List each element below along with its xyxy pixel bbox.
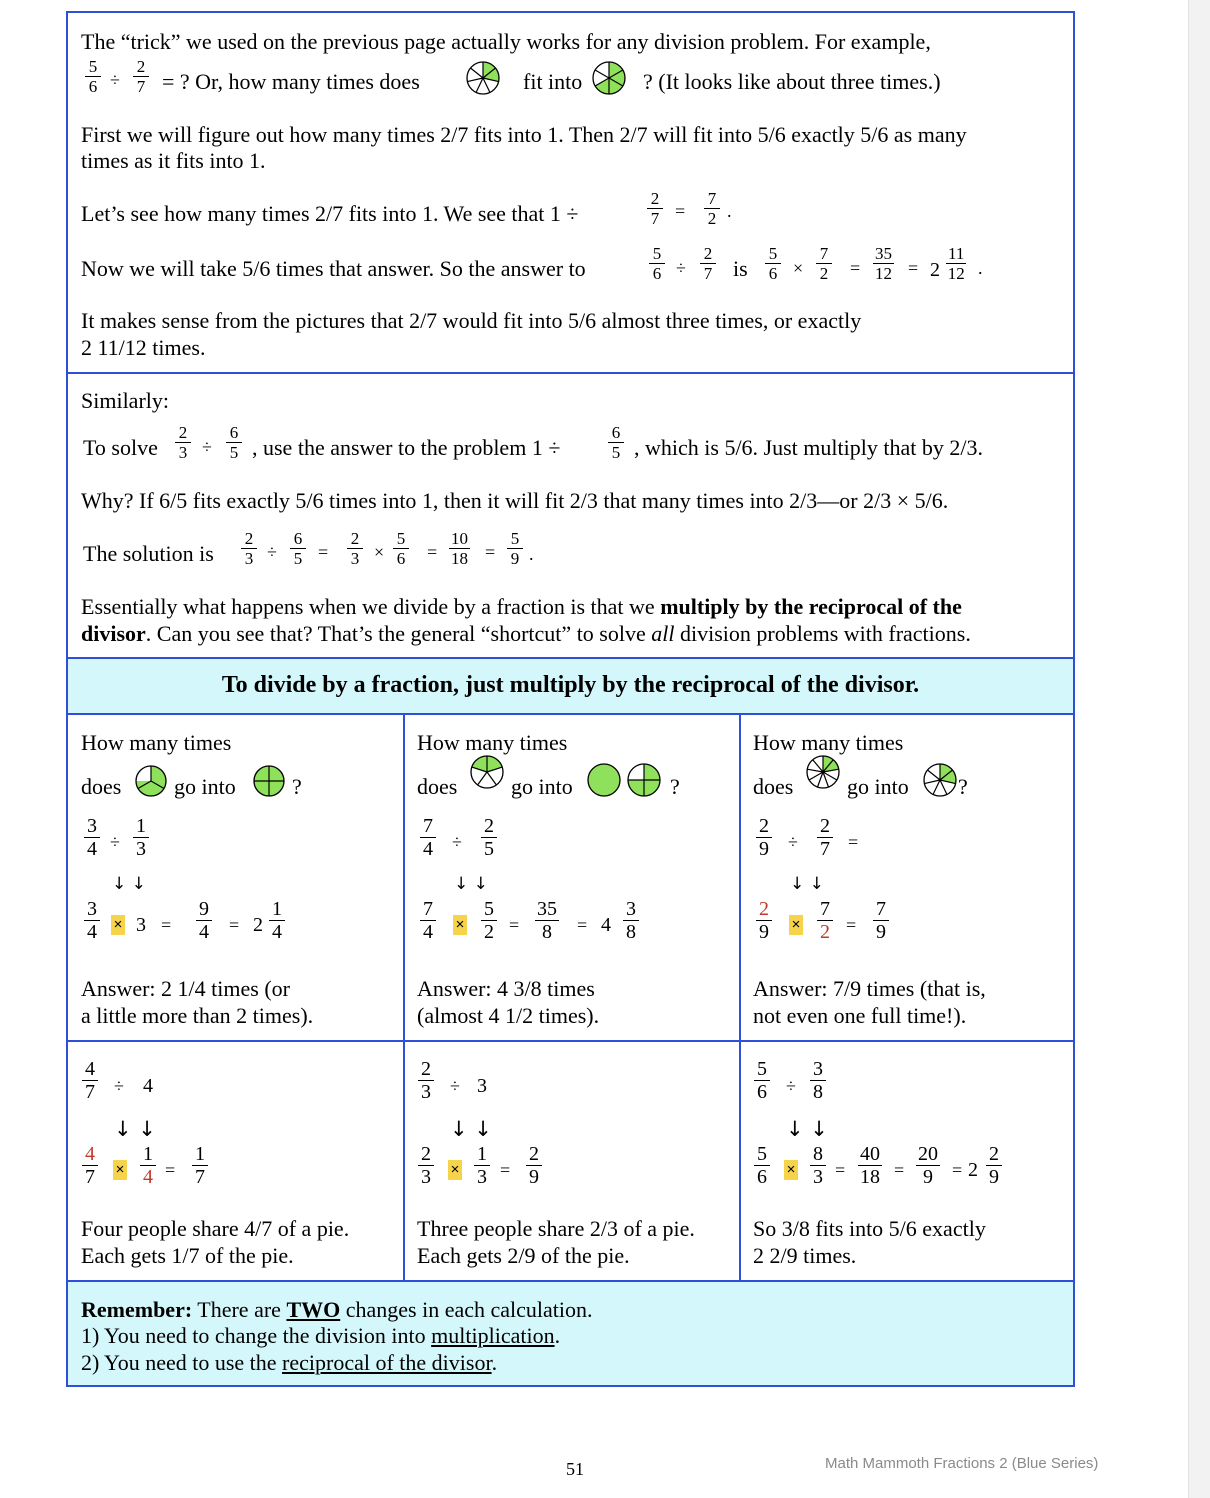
intro-paren: ? (It looks like about three times.) <box>643 69 941 94</box>
box1-question: How many times <box>81 730 232 755</box>
fraction-5-9: $\frac{5}{9}$ <box>507 529 523 568</box>
down-arrows: ↓ ↓ <box>454 874 488 894</box>
why-line: Why? If 6/5 fits exactly 5/6 times into 1, then it will fit 2/3 that many times into 2/3—or 2/3 × 5/6. <box>81 488 949 513</box>
footer-series: Math Mammoth Fractions 2 (Blue Series) <box>825 1455 1099 1472</box>
box3-answer-2: not even one full time!). <box>753 1003 967 1028</box>
rule-text: To divide by a fraction, just multiply by the reciprocal of the divisor. <box>221 672 920 698</box>
fraction-2-3c: $\frac{2}{3}$ <box>347 529 363 568</box>
box6-text-2: 2 2/9 times. <box>753 1243 857 1268</box>
fraction-2-9b: $\frac{2}{9}$ <box>526 1143 542 1188</box>
fraction-4-7-cancelled: $\frac{4}{7}$ <box>82 1143 98 1188</box>
intro-line-6b: 2 11/12 times. <box>81 335 206 360</box>
fraction-1-4: $\frac{1}{4}$ <box>269 898 285 943</box>
fraction-1-7: $\frac{1}{7}$ <box>192 1143 208 1188</box>
fraction-3-8: $\frac{3}{8}$ <box>623 898 639 943</box>
fraction-2-3e: $\frac{2}{3}$ <box>418 1143 434 1188</box>
divide-sign: ÷ <box>452 832 462 852</box>
remember-line-2: 1) You need to change the division into multiplication. <box>81 1323 561 1348</box>
remember-text-1a: There are <box>197 1297 281 1322</box>
intro-eq-tail: = ? Or, how many times does <box>162 69 420 94</box>
pie-seventh-icon <box>465 60 501 96</box>
fraction-10-18: $\frac{10}{18}$ <box>451 529 468 568</box>
remember-text-2a: 1) You need to change the division into <box>81 1323 426 1348</box>
box6-text-1: So 3/8 fits into 5/6 exactly <box>753 1216 986 1241</box>
equals-sign: = <box>161 915 172 935</box>
box2-go-into: go into <box>511 774 573 799</box>
essential-text-c: division problems with fractions. <box>679 621 971 646</box>
times-highlight: × <box>453 915 467 935</box>
pie-three-quarters-b-icon <box>626 762 662 798</box>
box3-question: How many times <box>753 730 904 755</box>
fraction-1-3b: $\frac{1}{3}$ <box>474 1143 490 1188</box>
similarly-heading: Similarly: <box>81 388 169 413</box>
fraction-2-7: $\frac{2}{7}$ <box>133 57 149 96</box>
fraction-4-7: $\frac{4}{7}$ <box>82 1058 98 1103</box>
box1-answer-2: a little more than 2 times). <box>81 1003 314 1028</box>
fraction-7-4b: $\frac{7}{4}$ <box>420 898 436 943</box>
divide-sign: ÷ <box>676 258 686 278</box>
box2-qmark: ? <box>670 774 680 799</box>
solve-tail: , which is 5/6. Just multiply that by 2/3. <box>634 435 983 460</box>
remember-label: Remember: <box>81 1297 193 1322</box>
fraction-5-6d: $\frac{5}{6}$ <box>393 529 409 568</box>
fraction-40-18: $\frac{40}{18}$ <box>860 1143 880 1188</box>
equals-sign: = <box>952 1160 963 1180</box>
equals-sign: = <box>427 542 438 562</box>
equals-sign: = <box>894 1160 905 1180</box>
fraction-8-3: $\frac{8}{3}$ <box>810 1143 826 1188</box>
intro-line-5: Now we will take 5/6 times that answer. So the answer to <box>81 256 586 281</box>
fraction-3-8b: $\frac{3}{8}$ <box>810 1058 826 1103</box>
times-highlight: × <box>448 1160 462 1180</box>
divide-sign: ÷ <box>786 1076 796 1096</box>
intro-line-4: Let’s see how many times 2/7 fits into 1. We see that 1 ÷ <box>81 201 579 226</box>
box5-text-1: Three people share 2/3 of a pie. <box>417 1216 695 1241</box>
divide-sign: ÷ <box>114 1076 124 1096</box>
period: . <box>529 544 534 564</box>
equals-sign: = <box>485 542 496 562</box>
fraction-5-6: $\frac{5}{6}$ <box>85 57 101 96</box>
intro-line-3a: First we will figure out how many times 2/7 fits into 1. Then 2/7 will fit into 5/6 exactly 5/6 as many <box>81 122 967 147</box>
remember-two: TWO <box>286 1297 341 1322</box>
equals-sign: = <box>500 1160 511 1180</box>
whole-4: 4 <box>601 914 611 936</box>
equals-sign: = <box>675 201 686 221</box>
box3-answer-1: Answer: 7/9 times (that is, <box>753 976 986 1001</box>
down-arrows: ↓ ↓ <box>114 1117 156 1141</box>
box4-text-2: Each gets 1/7 of the pie. <box>81 1243 294 1268</box>
fraction-2-3: $\frac{2}{3}$ <box>175 423 191 462</box>
down-arrows: ↓ ↓ <box>786 1117 828 1141</box>
fraction-5-2: $\frac{5}{2}$ <box>481 898 497 943</box>
page-number: 51 <box>566 1459 584 1479</box>
fraction-5-6e: $\frac{5}{6}$ <box>754 1058 770 1103</box>
fraction-1-3: $\frac{1}{3}$ <box>133 815 149 860</box>
value-3b: 3 <box>477 1075 487 1097</box>
box3-qmark: ? <box>958 774 968 799</box>
equals-sign: = <box>908 258 919 278</box>
box2-question: How many times <box>417 730 568 755</box>
divide-sign: ÷ <box>450 1076 460 1096</box>
times-highlight: × <box>784 1160 798 1180</box>
fraction-1-4-cancelled: $\frac{1}{4}$ <box>140 1143 156 1188</box>
remember-text-1c: changes in each calculation. <box>345 1297 593 1322</box>
remember-reciprocal: reciprocal of the divisor <box>282 1350 492 1375</box>
pie-two-ninths-icon <box>805 754 841 790</box>
box3-does: does <box>753 774 794 799</box>
intro-fit-into: fit into <box>523 69 583 94</box>
essential-bold-2: divisor <box>81 621 146 646</box>
box1-answer-1: Answer: 2 1/4 times (or <box>81 976 290 1001</box>
pie-third-icon <box>252 764 286 798</box>
box2-answer-2: (almost 4 1/2 times). <box>417 1003 600 1028</box>
fraction-7-2: $\frac{7}{2}$ <box>704 189 720 228</box>
times-highlight: × <box>111 915 125 935</box>
fraction-2-7b: $\frac{2}{7}$ <box>647 189 663 228</box>
down-arrows: ↓ ↓ <box>450 1117 492 1141</box>
fraction-6-5c: $\frac{6}{5}$ <box>290 529 306 568</box>
divide-sign: ÷ <box>110 70 120 90</box>
fraction-2-9-cancelled: $\frac{2}{9}$ <box>756 898 772 943</box>
fraction-20-9: $\frac{20}{9}$ <box>918 1143 938 1188</box>
essential-bold: multiply by the reciprocal of the <box>660 594 962 619</box>
equals-sign: = <box>850 258 861 278</box>
fraction-3-4: $\frac{3}{4}$ <box>84 815 100 860</box>
box1-go-into: go into <box>174 774 236 799</box>
box1-does: does <box>81 774 122 799</box>
fraction-2-7d: $\frac{2}{7}$ <box>817 815 833 860</box>
essential-line-1 <box>81 593 962 620</box>
fraction-2-9c: $\frac{2}{9}$ <box>986 1143 1002 1188</box>
fraction-35-12: $\frac{35}{12}$ <box>875 244 892 283</box>
value-4: 4 <box>143 1075 153 1097</box>
equals-sign: = <box>846 915 857 935</box>
intro-is-word: is <box>733 256 748 281</box>
equals-sign: = <box>577 915 588 935</box>
remember-line-3: 2) You need to use the reciprocal of the divisor. <box>81 1350 498 1375</box>
essential-line-2 <box>81 620 971 647</box>
fraction-3-4b: $\frac{3}{4}$ <box>84 898 100 943</box>
box2-answer-1: Answer: 4 3/8 times <box>417 976 595 1001</box>
equals-sign: = <box>229 915 240 935</box>
rule-banner <box>66 657 1075 715</box>
essential-all: all <box>651 621 675 646</box>
fraction-2-3d: $\frac{2}{3}$ <box>418 1058 434 1103</box>
equals-sign: = <box>165 1160 176 1180</box>
divide-sign: ÷ <box>110 832 120 852</box>
fraction-7-4: $\frac{7}{4}$ <box>420 815 436 860</box>
divide-sign: ÷ <box>202 437 212 457</box>
divide-sign: ÷ <box>267 542 277 562</box>
fraction-6-5b: $\frac{6}{5}$ <box>608 423 624 462</box>
fraction-2-5: $\frac{2}{5}$ <box>481 815 497 860</box>
remember-multiplication: multiplication <box>431 1323 555 1348</box>
fraction-5-6c: $\frac{5}{6}$ <box>765 244 781 283</box>
solve-prefix: To solve <box>83 435 158 460</box>
box5-text-2: Each gets 2/9 of the pie. <box>417 1243 630 1268</box>
solution-prefix: The solution is <box>83 541 214 566</box>
down-arrows: ↓ ↓ <box>790 874 824 894</box>
times-sign: × <box>374 542 385 562</box>
value-3: 3 <box>136 914 146 936</box>
intro-line-3b: times as it fits into 1. <box>81 148 266 173</box>
fraction-2-7c: $\frac{2}{7}$ <box>700 244 716 283</box>
equals-sign: = <box>318 542 329 562</box>
essential-text-a: Essentially what happens when we divide by a fraction is that we <box>81 594 655 619</box>
fraction-6-5: $\frac{6}{5}$ <box>226 423 242 462</box>
box3-go-into: go into <box>847 774 909 799</box>
fraction-7-2b: $\frac{7}{2}$ <box>816 244 832 283</box>
fraction-2-9: $\frac{2}{9}$ <box>756 815 772 860</box>
scrollbar[interactable] <box>1188 0 1210 1498</box>
essential-text-b: . Can you see that? That’s the general “shortcut” to solve <box>145 621 646 646</box>
times-sign: × <box>793 258 804 278</box>
period: . <box>727 201 732 221</box>
solve-mid: , use the answer to the problem 1 ÷ <box>252 435 561 460</box>
intro-line-6a: It makes sense from the pictures that 2/7 would fit into 5/6 almost three times, or exactly <box>81 308 862 333</box>
pie-sixths-icon <box>591 60 627 96</box>
pie-two-sevenths-icon <box>922 762 958 798</box>
equals-sign: = <box>509 915 520 935</box>
whole-2: 2 <box>253 914 263 936</box>
pie-whole-icon <box>586 762 622 798</box>
remember-line-1 <box>81 1296 593 1323</box>
fraction-35-8: $\frac{35}{8}$ <box>537 898 557 943</box>
pie-two-fifths-icon <box>469 754 505 790</box>
equals-sign: = <box>848 832 859 852</box>
fraction-7-2-cancelled: $\frac{7}{2}$ <box>817 898 833 943</box>
fraction-5-6b: $\frac{5}{6}$ <box>649 244 665 283</box>
intro-line-1: The “trick” we used on the previous page actually works for any division problem. For example, <box>81 29 931 54</box>
whole-2: 2 <box>930 259 940 281</box>
fraction-11-12: $\frac{11}{12}$ <box>947 244 965 283</box>
period: . <box>978 258 983 278</box>
box1-qmark: ? <box>292 774 302 799</box>
fraction-5-6f: $\frac{5}{6}$ <box>754 1143 770 1188</box>
remember-text-3a: 2) You need to use the <box>81 1350 277 1375</box>
equals-sign: = <box>835 1160 846 1180</box>
box4-text-1: Four people share 4/7 of a pie. <box>81 1216 350 1241</box>
whole-2b: 2 <box>968 1159 978 1181</box>
divide-sign: ÷ <box>788 832 798 852</box>
times-highlight: × <box>789 915 803 935</box>
pie-three-quarters-icon <box>134 764 168 798</box>
fraction-2-3b: $\frac{2}{3}$ <box>241 529 257 568</box>
fraction-9-4: $\frac{9}{4}$ <box>196 898 212 943</box>
box2-does: does <box>417 774 458 799</box>
down-arrows: ↓ ↓ <box>112 874 146 894</box>
times-highlight: × <box>113 1160 127 1180</box>
fraction-7-9: $\frac{7}{9}$ <box>873 898 889 943</box>
